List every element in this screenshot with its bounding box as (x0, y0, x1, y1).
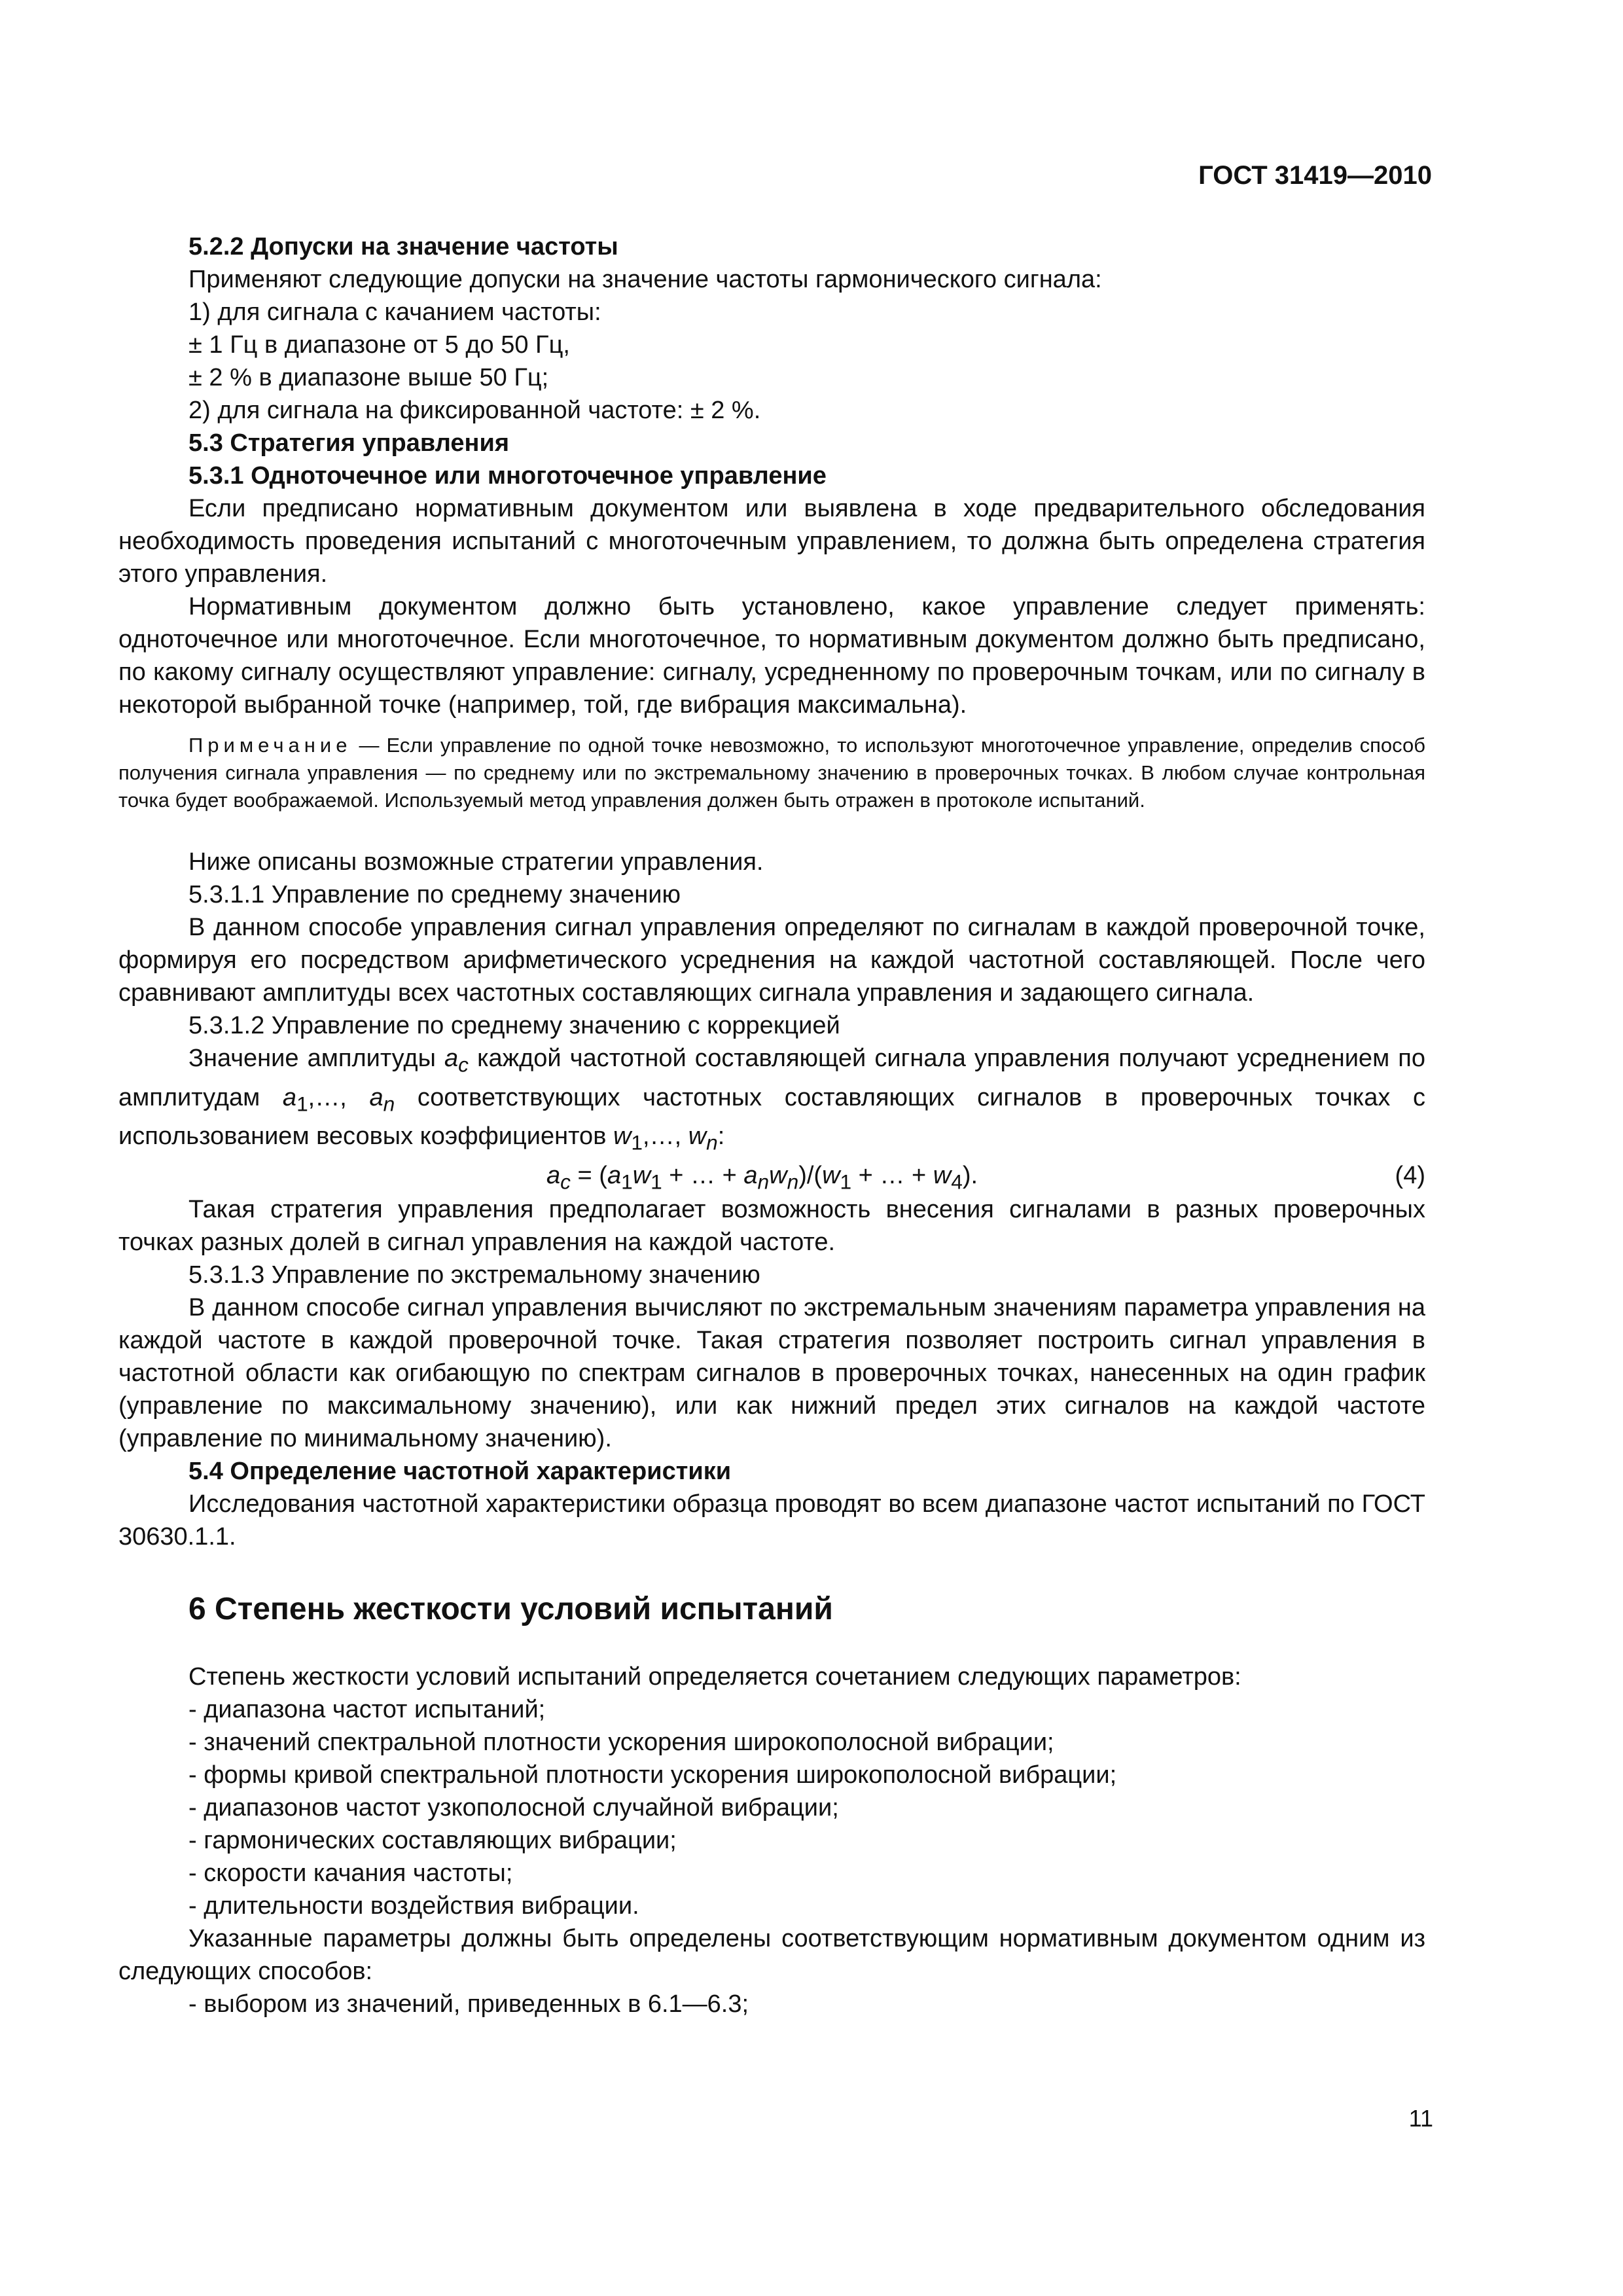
heading-5-3: 5.3 Стратегия управления (188, 429, 509, 457)
paragraph: В данном способе управления сигнал управления определяют по сигналам в каждой проверочной точке, формируя его посредством арифметического усреднения на каждой частотной составляющей. После чего сравнивают амплитуды всех частотных составляющих сигнала управления и задающего сигнала. (118, 914, 1425, 1007)
list-item: - гармонических составляющих вибрации; (188, 1826, 677, 1854)
paragraph: Если предписано нормативным документом или выявлена в ходе предварительного обследования необходимость проведения испытаний с многоточечным управлением, то должна быть определена стратегия этого управления. (118, 495, 1425, 588)
paragraph: Значение амплитуды $a_c$ каждой частотной составляющей сигнала управления получают усреднением по амплитудам $a_1,\dots$, $a_n$ соответствующих частотных составляющих сигналов в проверочных точках с использованием весовых коэффициентов $w_1,\dots$, $w_n$: (118, 1045, 1425, 1155)
gost-code-header: ГОСТ 31419—2010 (1198, 161, 1432, 190)
list-item: - диапазона частот испытаний; (188, 1695, 546, 1723)
heading-5-3-1-2: 5.3.1.2 Управление по среднему значению с коррекцией (188, 1012, 840, 1039)
paragraph: Указанные параметры должны быть определены соответствующим нормативным документом одним из следующих способов: (118, 1924, 1425, 1985)
formula-4 (118, 1159, 1425, 1193)
list-item: ± 1 Гц в диапазоне от 5 до 50 Гц, (188, 331, 570, 359)
heading-5-4: 5.4 Определение частотной характеристики (188, 1457, 732, 1485)
list-item: - значений спектральной плотности ускорения широкополосной вибрации; (188, 1728, 1054, 1756)
heading-6: 6 Степень жесткости условий испытаний (188, 1591, 833, 1626)
list-item: - выбором из значений, приведенных в 6.1—6.3; (188, 1990, 749, 2018)
formula-expression: $a_c = (a_1w_1$ + … + $a_nw_n)/(w_1$ + … + $w_4$). (546, 1161, 978, 1194)
paragraph: Исследования частотной характеристики образца проводят во всем диапазоне частот испытаний по ГОСТ 30630.1.1. (118, 1490, 1425, 1551)
list-item: 1) для сигнала с качанием частоты: (188, 298, 601, 326)
note (118, 732, 1425, 814)
list-item: - формы кривой спектральной плотности ускорения широкополосной вибрации; (188, 1761, 1117, 1789)
paragraph: Нормативным документом должно быть установлено, какое управление следует применять: одноточечное или многоточечное. Если многоточечное, то нормативным документом должно быть предписано, по какому сигналу осуществляют управление: сигналу, усредненному по проверочным точкам, или по сигналу в некоторой выбранной точке (например, той, где вибрация максимальна). (118, 593, 1425, 719)
page-number: 11 (1408, 2105, 1433, 2132)
list-item: 2) для сигнала на фиксированной частоте: ± 2 %. (188, 397, 761, 424)
list-item: ± 2 % в диапазоне выше 50 Гц; (188, 364, 549, 391)
formula-number: (4) (1395, 1161, 1425, 1189)
paragraph: Такая стратегия управления предполагает возможность внесения сигналами в разных проверочных точках разных долей в сигнал управления на каждой частоте. (118, 1195, 1425, 1256)
list-item: - скорости качания частоты; (188, 1859, 513, 1887)
heading-5-3-1-1: 5.3.1.1 Управление по среднему значению (188, 881, 681, 908)
heading-5-3-1-3: 5.3.1.3 Управление по экстремальному значению (188, 1261, 760, 1289)
paragraph: В данном способе сигнал управления вычисляют по экстремальным значениям параметра управления на каждой частоте в каждой проверочной точке. Такая стратегия позволяет построить сигнал управления в частотной области как огибающую по спектрам сигналов в проверочных точках, нанесенных на один график (управление по максимальному значению), или как нижний предел этих сигналов на каждой частоте (управление по минимальному значению). (118, 1293, 1425, 1452)
heading-5-2-2: 5.2.2 Допуски на значение частоты (188, 233, 618, 260)
paragraph: Ниже описаны возможные стратегии управления. (188, 848, 764, 876)
paragraph: Применяют следующие допуски на значение частоты гармонического сигнала: (188, 266, 1102, 293)
paragraph: Степень жесткости условий испытаний определяется сочетанием следующих параметров: (188, 1662, 1241, 1691)
list-item: - диапазонов частот узкополосной случайной вибрации; (188, 1793, 839, 1821)
note-text: — Если управление по одной точке невозможно, то используют многоточечное управление, определив способ получения сигнала управления — по среднему или по экстремальному значению в проверочных точках. В любом случае контрольная точка будет воображаемой. Используемый метод управления должен быть отражен в протоколе испытаний. (118, 734, 1425, 812)
heading-5-3-1: 5.3.1 Одноточечное или многоточечное управление (188, 462, 827, 490)
note-label: Примечание (188, 734, 352, 757)
page-content (118, 230, 1425, 2020)
list-item: - длительности воздействия вибрации. (188, 1892, 639, 1920)
